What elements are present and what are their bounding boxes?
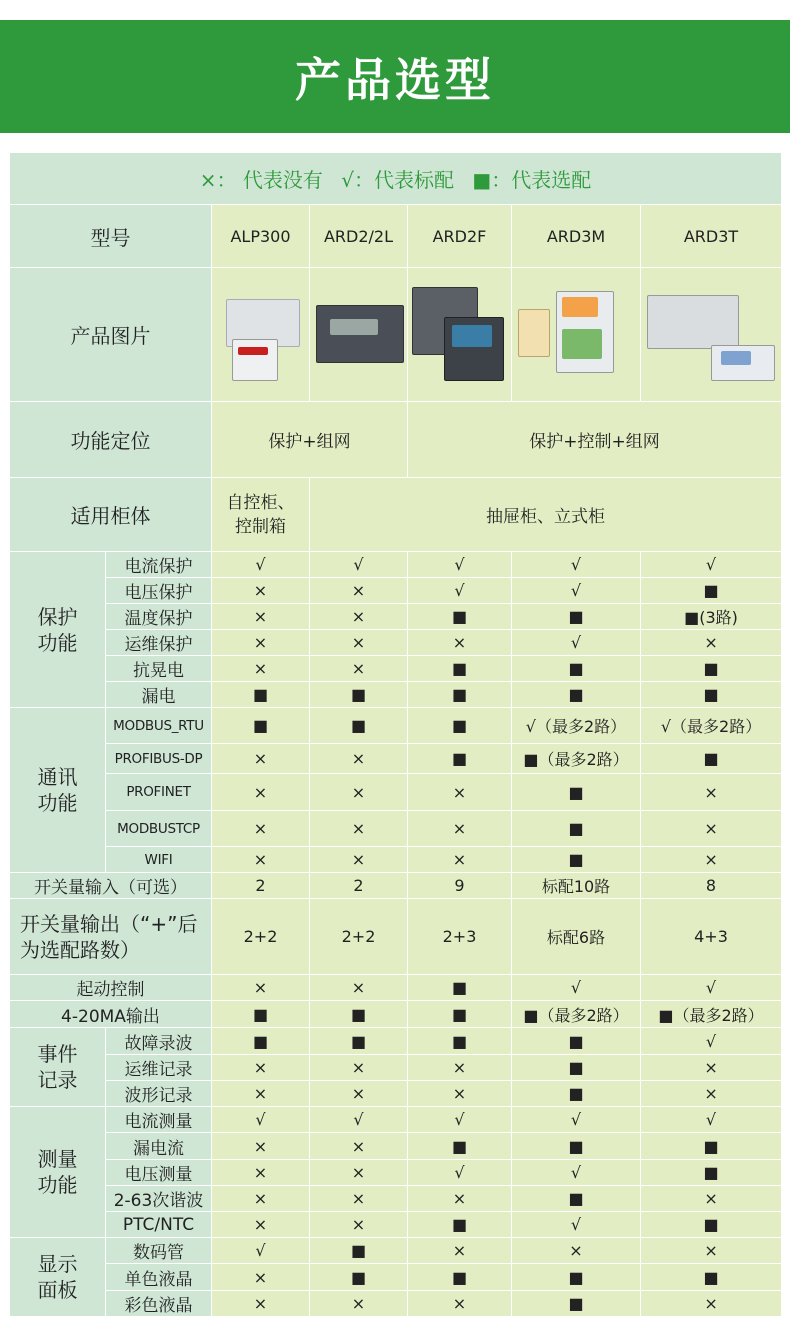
- feature-value: 标配10路: [512, 873, 641, 899]
- feature-value: ×: [310, 1160, 408, 1186]
- legend-standard: √：代表标配: [341, 168, 454, 192]
- feature-name: 电压保护: [106, 578, 212, 604]
- feature-name: 抗晃电: [106, 656, 212, 682]
- feature-value: ×: [310, 656, 408, 682]
- feature-value: ■: [212, 1028, 310, 1055]
- model-name: ARD3M: [512, 205, 641, 268]
- feature-value: ■: [641, 656, 782, 682]
- feature-name: 波形记录: [106, 1081, 212, 1107]
- feature-value: ■: [310, 1264, 408, 1291]
- feature-value: ■: [310, 1028, 408, 1055]
- feature-value: ×: [408, 1081, 512, 1107]
- switch_in-row: [10, 873, 782, 899]
- feature-value: ×: [641, 1055, 782, 1081]
- photo-row-label: 产品图片: [10, 268, 212, 402]
- protection-row: [10, 630, 782, 656]
- feature-name: 漏电流: [106, 1133, 212, 1160]
- comm-row: [10, 774, 782, 811]
- feature-value: ■: [408, 1028, 512, 1055]
- feature-value: ■: [408, 744, 512, 774]
- feature-value: ×: [310, 811, 408, 847]
- feature-name: 电压测量: [106, 1160, 212, 1186]
- feature-value: ×: [408, 630, 512, 656]
- measure-row: [10, 1133, 782, 1160]
- feature-value: ■（最多2路）: [512, 744, 641, 774]
- feature-name: 运维保护: [106, 630, 212, 656]
- feature-name: 故障录波: [106, 1028, 212, 1055]
- page-title: 产品选型: [0, 20, 790, 133]
- cabinet-label: 适用柜体: [10, 478, 212, 552]
- feature-value: ■: [408, 1212, 512, 1238]
- photo-row: [10, 268, 782, 402]
- feature-value: ■: [408, 1001, 512, 1028]
- feature-value: ■: [408, 604, 512, 630]
- feature-name: 彩色液晶: [106, 1291, 212, 1317]
- feature-value: ×: [212, 1055, 310, 1081]
- protection-row: [10, 578, 782, 604]
- product-selection-table: [9, 152, 782, 1317]
- feature-name: 单色液晶: [106, 1264, 212, 1291]
- feature-value: ■: [408, 1264, 512, 1291]
- feature-value: ■: [512, 847, 641, 873]
- product-photo-ard2f: [408, 268, 512, 402]
- events-row: [10, 1028, 782, 1055]
- feature-value: 8: [641, 873, 782, 899]
- display-group-label: 显示面板: [10, 1238, 106, 1317]
- positioning-row: [10, 402, 782, 478]
- feature-value: ■(3路): [641, 604, 782, 630]
- display-row: [10, 1291, 782, 1317]
- feature-value: √: [512, 630, 641, 656]
- feature-value: ■: [212, 708, 310, 744]
- feature-value: ■（最多2路）: [512, 1001, 641, 1028]
- feature-name: MODBUS_RTU: [106, 708, 212, 744]
- model-name: ALP300: [212, 205, 310, 268]
- feature-value: √: [310, 552, 408, 578]
- feature-value: ■: [641, 1212, 782, 1238]
- feature-value: ■: [641, 1160, 782, 1186]
- feature-value: 4+3: [641, 899, 782, 975]
- cabinet-alp300: 自控柜、控制箱: [212, 478, 310, 552]
- feature-value: ■: [641, 682, 782, 708]
- feature-value: √: [212, 1238, 310, 1264]
- feature-value: ×: [408, 1055, 512, 1081]
- feature-value: ×: [212, 1133, 310, 1160]
- feature-value: ■: [641, 1264, 782, 1291]
- legend-optional: ■：代表选配: [472, 168, 592, 192]
- feature-value: ■: [512, 1264, 641, 1291]
- feature-value: ×: [212, 604, 310, 630]
- feature-value: ×: [310, 578, 408, 604]
- model-label: 型号: [10, 205, 212, 268]
- feature-value: ■: [310, 708, 408, 744]
- feature-name: 2-63次谐波: [106, 1186, 212, 1212]
- feature-value: √: [408, 552, 512, 578]
- feature-value: ■: [512, 1081, 641, 1107]
- feature-value: ×: [408, 1238, 512, 1264]
- switch_out-label: 开关量输出（“+”后为选配路数）: [10, 899, 212, 975]
- feature-value: ×: [310, 630, 408, 656]
- feature-value: ×: [212, 1291, 310, 1317]
- feature-value: ■: [512, 774, 641, 811]
- feature-value: ×: [212, 1186, 310, 1212]
- measure-row: [10, 1160, 782, 1186]
- feature-value: ■: [641, 1133, 782, 1160]
- feature-name: 漏电: [106, 682, 212, 708]
- feature-value: ■: [310, 682, 408, 708]
- legend: [10, 153, 782, 205]
- feature-value: √: [641, 1028, 782, 1055]
- feature-value: √: [408, 578, 512, 604]
- model-name: ARD2/2L: [310, 205, 408, 268]
- protection-row: [10, 552, 782, 578]
- events-group-label: 事件记录: [10, 1028, 106, 1107]
- product-photo-alp300: [212, 268, 310, 402]
- feature-value: ×: [310, 1133, 408, 1160]
- feature-name: 温度保护: [106, 604, 212, 630]
- feature-value: ×: [641, 811, 782, 847]
- protection-row: [10, 682, 782, 708]
- ma_out-row: [10, 1001, 782, 1028]
- feature-value: ×: [408, 774, 512, 811]
- feature-value: ×: [641, 774, 782, 811]
- feature-value: √: [512, 1160, 641, 1186]
- protection-group-label: 保护功能: [10, 552, 106, 708]
- feature-value: √: [310, 1107, 408, 1133]
- feature-value: ■: [512, 1133, 641, 1160]
- feature-value: ×: [310, 1212, 408, 1238]
- feature-name: PTC/NTC: [106, 1212, 212, 1238]
- ma_out-label: 4-20MA输出: [10, 1001, 212, 1028]
- feature-value: ■: [641, 578, 782, 604]
- feature-value: 2: [212, 873, 310, 899]
- selection-table-wrapper: [9, 152, 781, 1317]
- feature-value: ×: [512, 1238, 641, 1264]
- feature-value: ■: [408, 682, 512, 708]
- feature-value: ×: [212, 811, 310, 847]
- cabinet-row: [10, 478, 782, 552]
- feature-value: ×: [408, 847, 512, 873]
- feature-value: √: [641, 975, 782, 1001]
- feature-value: ×: [212, 1212, 310, 1238]
- protection-row: [10, 656, 782, 682]
- protection-row: [10, 604, 782, 630]
- feature-value: ×: [212, 1160, 310, 1186]
- feature-value: √: [212, 1107, 310, 1133]
- feature-value: √: [408, 1160, 512, 1186]
- feature-value: √: [408, 1107, 512, 1133]
- feature-value: ×: [310, 1186, 408, 1212]
- feature-value: ■: [212, 682, 310, 708]
- measure-row: [10, 1212, 782, 1238]
- feature-value: ×: [310, 744, 408, 774]
- feature-name: MODBUSTCP: [106, 811, 212, 847]
- events-row: [10, 1081, 782, 1107]
- feature-value: ×: [212, 630, 310, 656]
- feature-value: ×: [212, 774, 310, 811]
- feature-value: ×: [310, 1081, 408, 1107]
- feature-value: 标配6路: [512, 899, 641, 975]
- feature-name: WIFI: [106, 847, 212, 873]
- feature-value: ×: [641, 1291, 782, 1317]
- events-row: [10, 1055, 782, 1081]
- feature-value: ■: [408, 708, 512, 744]
- feature-value: 2: [310, 873, 408, 899]
- feature-value: ×: [408, 1291, 512, 1317]
- feature-value: ×: [641, 847, 782, 873]
- feature-value: ■: [212, 1001, 310, 1028]
- feature-name: PROFIBUS-DP: [106, 744, 212, 774]
- feature-value: 2+3: [408, 899, 512, 975]
- feature-value: ×: [310, 847, 408, 873]
- feature-value: ■: [512, 604, 641, 630]
- model-name: ARD3T: [641, 205, 782, 268]
- comm-group-label: 通讯功能: [10, 708, 106, 873]
- feature-value: ×: [212, 1264, 310, 1291]
- feature-value: ×: [310, 1291, 408, 1317]
- feature-value: ■: [512, 1186, 641, 1212]
- positioning-group2: 保护+控制+组网: [408, 402, 782, 478]
- feature-name: 数码管: [106, 1238, 212, 1264]
- feature-value: √: [512, 1107, 641, 1133]
- product-photo-ard2: [310, 268, 408, 402]
- feature-value: √（最多2路）: [512, 708, 641, 744]
- feature-value: ×: [212, 975, 310, 1001]
- feature-value: √: [641, 552, 782, 578]
- feature-name: 电流保护: [106, 552, 212, 578]
- feature-value: ■: [408, 975, 512, 1001]
- feature-value: ■: [641, 744, 782, 774]
- comm-row: [10, 811, 782, 847]
- model-header-row: [10, 205, 782, 268]
- positioning-group1: 保护+组网: [212, 402, 408, 478]
- measure-row: [10, 1107, 782, 1133]
- feature-value: ×: [408, 1186, 512, 1212]
- feature-value: ■: [310, 1001, 408, 1028]
- feature-value: ×: [212, 578, 310, 604]
- feature-value: ×: [310, 774, 408, 811]
- feature-value: ×: [212, 1081, 310, 1107]
- feature-value: ■: [512, 1028, 641, 1055]
- feature-value: 2+2: [212, 899, 310, 975]
- feature-value: ×: [641, 630, 782, 656]
- switch_out-row: [10, 899, 782, 975]
- feature-value: √: [641, 1107, 782, 1133]
- comm-row: [10, 708, 782, 744]
- feature-value: √: [512, 578, 641, 604]
- measure-group-label: 测量功能: [10, 1107, 106, 1238]
- positioning-label: 功能定位: [10, 402, 212, 478]
- start_ctrl-label: 起动控制: [10, 975, 212, 1001]
- feature-value: ×: [641, 1081, 782, 1107]
- feature-name: 运维记录: [106, 1055, 212, 1081]
- feature-name: PROFINET: [106, 774, 212, 811]
- display-row: [10, 1238, 782, 1264]
- feature-value: ■: [512, 682, 641, 708]
- feature-value: ■: [408, 656, 512, 682]
- measure-row: [10, 1186, 782, 1212]
- legend-none: ×： 代表没有: [199, 168, 323, 192]
- model-name: ARD2F: [408, 205, 512, 268]
- product-photo-ard3m: [512, 268, 641, 402]
- feature-value: √（最多2路）: [641, 708, 782, 744]
- feature-value: ×: [310, 975, 408, 1001]
- comm-row: [10, 744, 782, 774]
- feature-value: √: [512, 1212, 641, 1238]
- feature-value: ■: [512, 1055, 641, 1081]
- feature-value: ×: [212, 744, 310, 774]
- feature-value: ■: [512, 1291, 641, 1317]
- feature-value: ×: [310, 1055, 408, 1081]
- feature-value: √: [212, 552, 310, 578]
- switch_in-label: 开关量输入（可选）: [10, 873, 212, 899]
- display-row: [10, 1264, 782, 1291]
- legend-row: [10, 153, 782, 205]
- comm-row: [10, 847, 782, 873]
- feature-value: ■: [310, 1238, 408, 1264]
- feature-value: ×: [212, 656, 310, 682]
- feature-value: ×: [408, 811, 512, 847]
- feature-value: 9: [408, 873, 512, 899]
- feature-value: √: [512, 975, 641, 1001]
- product-photo-ard3t: [641, 268, 782, 402]
- feature-value: ×: [212, 847, 310, 873]
- feature-value: ×: [641, 1186, 782, 1212]
- feature-value: ■: [512, 656, 641, 682]
- feature-value: ×: [641, 1238, 782, 1264]
- feature-value: ■（最多2路）: [641, 1001, 782, 1028]
- feature-name: 电流测量: [106, 1107, 212, 1133]
- start_ctrl-row: [10, 975, 782, 1001]
- feature-value: ■: [512, 811, 641, 847]
- cabinet-others: 抽屉柜、立式柜: [310, 478, 782, 552]
- feature-value: √: [512, 552, 641, 578]
- feature-value: ×: [310, 604, 408, 630]
- feature-value: ■: [408, 1133, 512, 1160]
- feature-value: 2+2: [310, 899, 408, 975]
